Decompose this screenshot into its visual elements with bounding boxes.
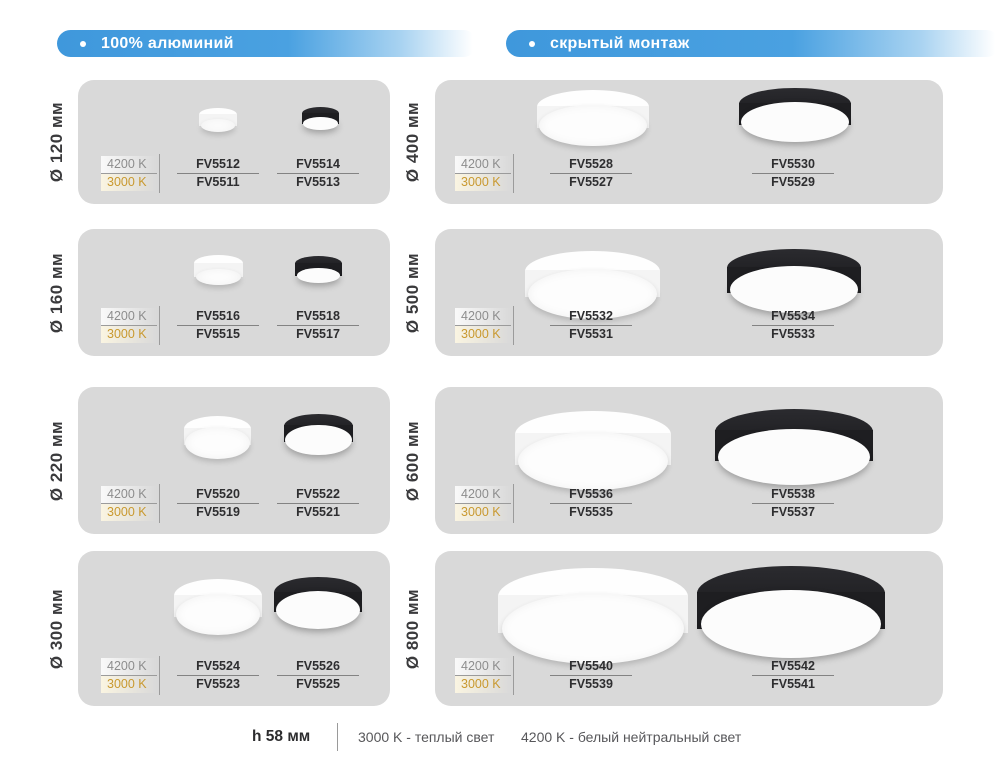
model-3000k: FV5527 <box>569 175 613 189</box>
model-3000k: FV5513 <box>296 175 340 189</box>
temp-3000k-label: 3000 K <box>455 676 511 693</box>
model-3000k: FV5515 <box>196 327 240 341</box>
temp-4200k-label: 4200 K <box>101 156 157 174</box>
black-lamp-photo <box>302 107 339 130</box>
model-4200k: FV5516 <box>177 308 259 326</box>
model-numbers-white <box>543 156 639 191</box>
model-numbers-white <box>170 156 266 191</box>
model-3000k: FV5521 <box>296 505 340 519</box>
temp-3000k-label: 3000 K <box>455 326 511 343</box>
model-3000k: FV5533 <box>771 327 815 341</box>
model-3000k: FV5541 <box>771 677 815 691</box>
model-3000k: FV5511 <box>196 175 240 189</box>
color-temp-legend <box>101 658 157 693</box>
diameter-label-800mm: Ø 800 мм <box>403 588 422 669</box>
model-numbers-black <box>745 308 841 343</box>
model-3000k: FV5531 <box>569 327 613 341</box>
color-temp-legend <box>101 308 157 343</box>
model-numbers-white <box>543 308 639 343</box>
model-4200k: FV5524 <box>177 658 259 676</box>
white-lamp-photo <box>174 579 262 635</box>
model-4200k: FV5538 <box>752 486 834 504</box>
model-4200k: FV5528 <box>550 156 632 174</box>
banner-hidden-mounting <box>506 30 1000 57</box>
model-numbers-black <box>270 486 366 521</box>
diameter-label-400mm: Ø 400 мм <box>403 101 422 183</box>
footer-divider <box>337 723 338 751</box>
product-card-400mm <box>435 80 943 204</box>
white-lamp-photo <box>184 416 251 459</box>
white-lamp-photo <box>199 108 237 132</box>
white-lamp-photo <box>498 568 688 664</box>
footer-legend <box>0 722 1000 756</box>
product-card-220mm <box>78 387 390 534</box>
product-card-160mm <box>78 229 390 356</box>
product-card-600mm <box>435 387 943 534</box>
model-4200k: FV5542 <box>752 658 834 676</box>
white-lamp-photo <box>194 255 243 285</box>
diameter-label-500mm: Ø 500 мм <box>403 252 422 333</box>
black-lamp-photo <box>284 414 353 455</box>
diameter-label-120mm: Ø 120 мм <box>47 101 66 183</box>
model-3000k: FV5517 <box>296 327 340 341</box>
model-numbers-black <box>270 156 366 191</box>
model-numbers-black <box>745 658 841 693</box>
temp-4200k-label: 4200 K <box>455 658 511 676</box>
diameter-label-600mm: Ø 600 мм <box>403 420 422 501</box>
model-4200k: FV5518 <box>277 308 359 326</box>
white-lamp-photo <box>537 90 649 146</box>
color-temp-legend <box>455 486 511 521</box>
black-lamp-photo <box>715 409 873 485</box>
temp-3000k-label: 3000 K <box>101 174 157 191</box>
white-lamp-photo <box>515 411 671 490</box>
model-numbers-white <box>543 658 639 693</box>
model-3000k: FV5519 <box>196 505 240 519</box>
product-card-500mm <box>435 229 943 356</box>
temp-3000k-label: 3000 K <box>101 326 157 343</box>
black-lamp-photo <box>727 249 861 313</box>
product-card-300mm <box>78 551 390 706</box>
temp-4200k-label: 4200 K <box>455 156 511 174</box>
banner-aluminium-label: 100% алюминий <box>101 34 234 52</box>
diameter-label-160mm: Ø 160 мм <box>47 252 66 333</box>
model-numbers-white <box>170 308 266 343</box>
bullet-icon <box>529 41 535 47</box>
banner-hidden-mounting-label: скрытый монтаж <box>550 34 690 52</box>
model-4200k: FV5540 <box>550 658 632 676</box>
model-numbers-black <box>745 486 841 521</box>
model-4200k: FV5526 <box>277 658 359 676</box>
model-4200k: FV5530 <box>752 156 834 174</box>
temp-3000k-label: 3000 K <box>101 676 157 693</box>
temp-4200k-label: 4200 K <box>101 308 157 326</box>
temp-3000k-label: 3000 K <box>101 504 157 521</box>
model-3000k: FV5537 <box>771 505 815 519</box>
model-3000k: FV5525 <box>296 677 340 691</box>
model-4200k: FV5514 <box>277 156 359 174</box>
temp-3000k-label: 3000 K <box>455 504 511 521</box>
banner-aluminium <box>57 30 477 57</box>
model-4200k: FV5532 <box>550 308 632 326</box>
model-4200k: FV5512 <box>177 156 259 174</box>
model-numbers-black <box>270 308 366 343</box>
temp-4200k-label: 4200 K <box>455 308 511 326</box>
model-3000k: FV5535 <box>569 505 613 519</box>
neutral-light-description: 4200 K - белый нейтральный свет <box>521 729 742 745</box>
model-4200k: FV5520 <box>177 486 259 504</box>
color-temp-legend <box>101 156 157 191</box>
model-4200k: FV5536 <box>550 486 632 504</box>
color-temp-legend <box>455 658 511 693</box>
product-card-120mm <box>78 80 390 204</box>
model-numbers-white <box>543 486 639 521</box>
model-numbers-white <box>170 486 266 521</box>
warm-light-description: 3000 K - теплый свет <box>358 729 495 745</box>
color-temp-legend <box>455 156 511 191</box>
model-4200k: FV5534 <box>752 308 834 326</box>
black-lamp-photo <box>697 566 885 658</box>
temp-4200k-label: 4200 K <box>101 486 157 504</box>
model-numbers-white <box>170 658 266 693</box>
black-lamp-photo <box>739 88 851 142</box>
color-temp-legend <box>455 308 511 343</box>
diameter-label-220mm: Ø 220 мм <box>47 420 66 501</box>
temp-4200k-label: 4200 K <box>455 486 511 504</box>
black-lamp-photo <box>295 256 342 283</box>
model-3000k: FV5539 <box>569 677 613 691</box>
height-spec-label: h 58 мм <box>252 728 311 745</box>
model-numbers-black <box>270 658 366 693</box>
temp-3000k-label: 3000 K <box>455 174 511 191</box>
color-temp-legend <box>101 486 157 521</box>
diameter-label-300mm: Ø 300 мм <box>47 588 66 669</box>
product-card-800mm <box>435 551 943 706</box>
model-4200k: FV5522 <box>277 486 359 504</box>
model-3000k: FV5529 <box>771 175 815 189</box>
black-lamp-photo <box>274 577 362 629</box>
bullet-icon <box>80 41 86 47</box>
model-3000k: FV5523 <box>196 677 240 691</box>
temp-4200k-label: 4200 K <box>101 658 157 676</box>
model-numbers-black <box>745 156 841 191</box>
